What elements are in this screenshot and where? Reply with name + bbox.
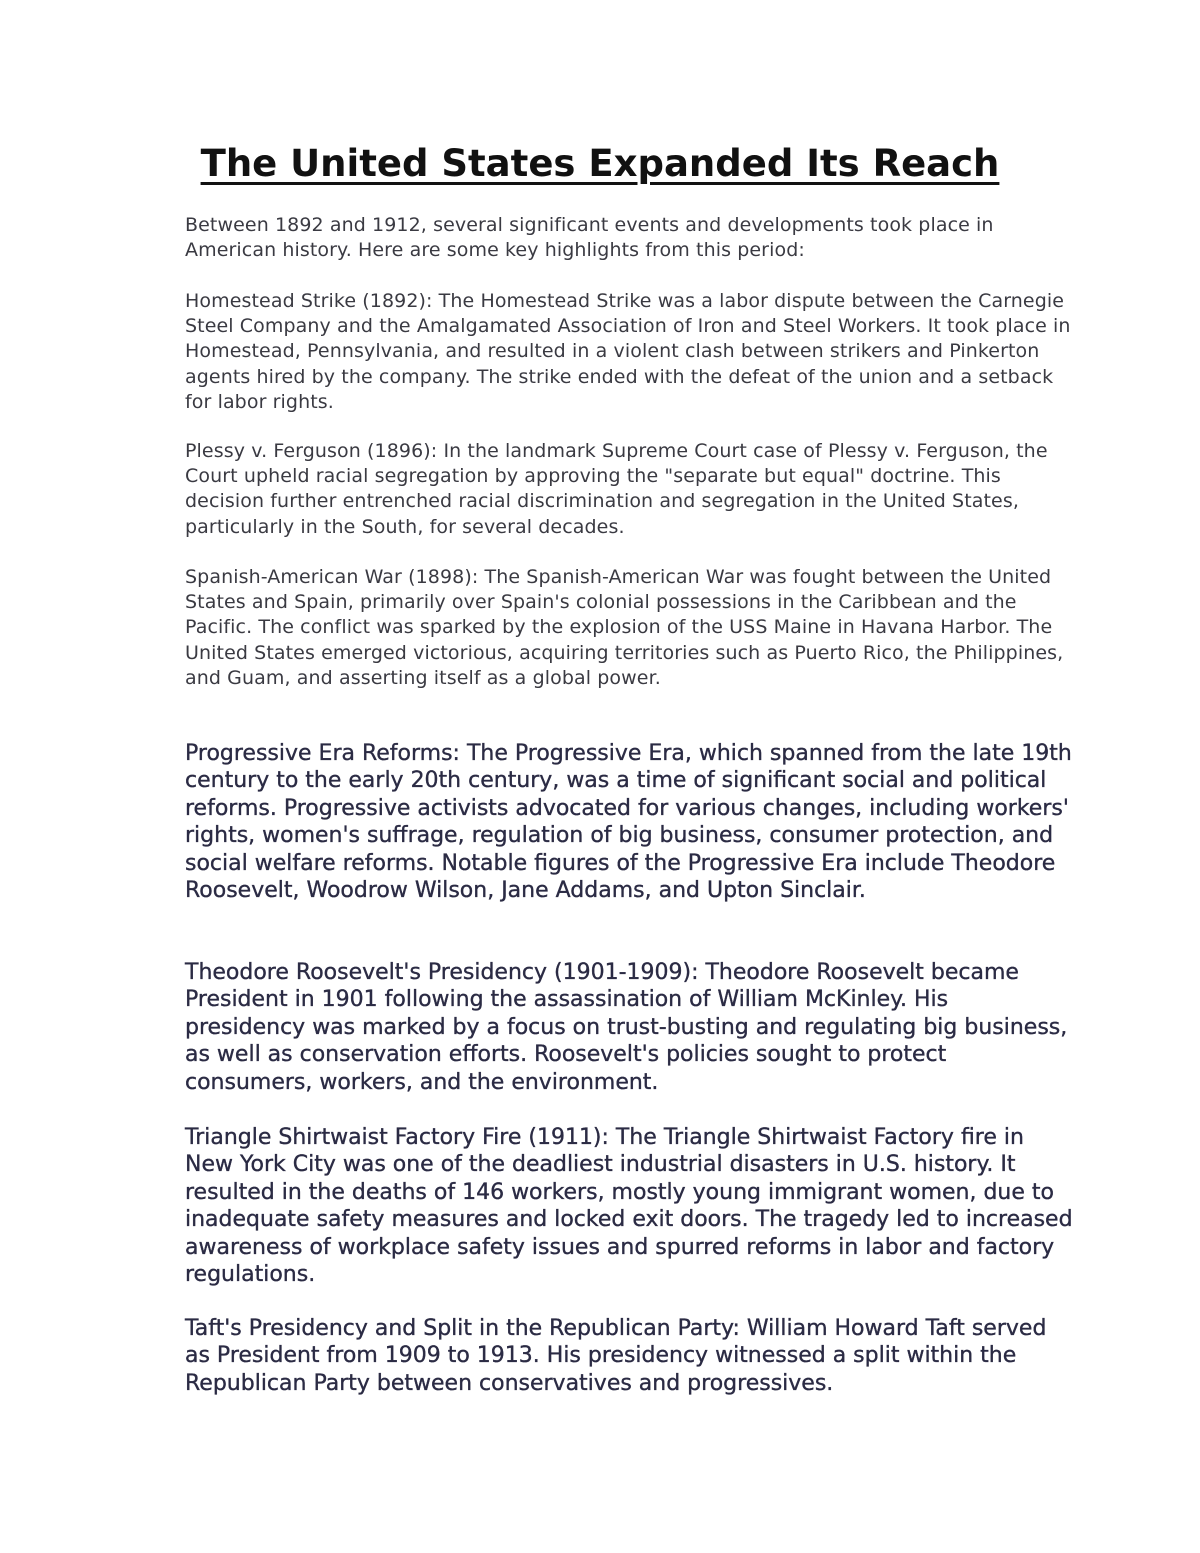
paragraph-taft-presidency: Taft's Presidency and Split in the Republican Party: William Howard Taft served as President from 1909 to 1913. His presidency witnessed a split within the Republican Party between conservatives and progressives.	[185, 1316, 1047, 1396]
paragraph-plessy-v-ferguson: Plessy v. Ferguson (1896): In the landmark Supreme Court case of Plessy v. Ferguson, the Court upheld racial segregation by approving the "separate but equal" doctrine. This decision further entrenched racial discrimination and segregation in the United States, particularly in the South, for several decades.	[185, 440, 1048, 538]
intro-paragraph: Between 1892 and 1912, several significant events and developments took place in American history. Here are some key highlights from this period:	[185, 214, 994, 262]
paragraph-spanish-american-war: Spanish-American War (1898): The Spanish-American War was fought between the United States and Spain, primarily over Spain's colonial possessions in the Caribbean and the Pacific. The conflict was sparked by the explosion of the USS Maine in Havana Harbor. The United States emerged victorious, acquiring territories such as Puerto Rico, the Philippines, and Guam, and asserting itself as a global power.	[185, 566, 1064, 689]
paragraph-roosevelt-presidency: Theodore Roosevelt's Presidency (1901-1909): Theodore Roosevelt became President in 1901 following the assassination of William McKinley. His presidency was marked by a focus on trust-busting and regulating big business, as well as conservation efforts. Roosevelt's policies sought to protect consumers, workers, and the environment.	[185, 960, 1068, 1095]
paragraph-progressive-era: Progressive Era Reforms: The Progressive Era, which spanned from the late 19th century to the early 20th century, was a time of significant social and political reforms. Progressive activists advocated for various changes, including workers' rights, women's suffrage, regulation of big business, consumer protection, and social welfare reforms. Notable figures of the Progressive Era include Theodore Roosevelt, Woodrow Wilson, Jane Addams, and Upton Sinclair.	[185, 741, 1072, 904]
page-title: The United States Expanded Its Reach	[200, 142, 1000, 185]
paragraph-triangle-fire: Triangle Shirtwaist Factory Fire (1911): The Triangle Shirtwaist Factory fire in New York City was one of the deadliest industrial disasters in U.S. history. It resulted in the deaths of 146 workers, mostly young immigrant women, due to inadequate safety measures and locked exit doors. The tragedy led to increased awareness of workplace safety issues and spurred reforms in labor and factory regulations.	[185, 1125, 1073, 1288]
paragraph-homestead-strike: Homestead Strike (1892): The Homestead Strike was a labor dispute between the Carnegie Steel Company and the Amalgamated Association of Iron and Steel Workers. It took place in Homestead, Pennsylvania, and resulted in a violent clash between strikers and Pinkerton agents hired by the company. The strike ended with the defeat of the union and a setback for labor rights.	[185, 290, 1071, 413]
